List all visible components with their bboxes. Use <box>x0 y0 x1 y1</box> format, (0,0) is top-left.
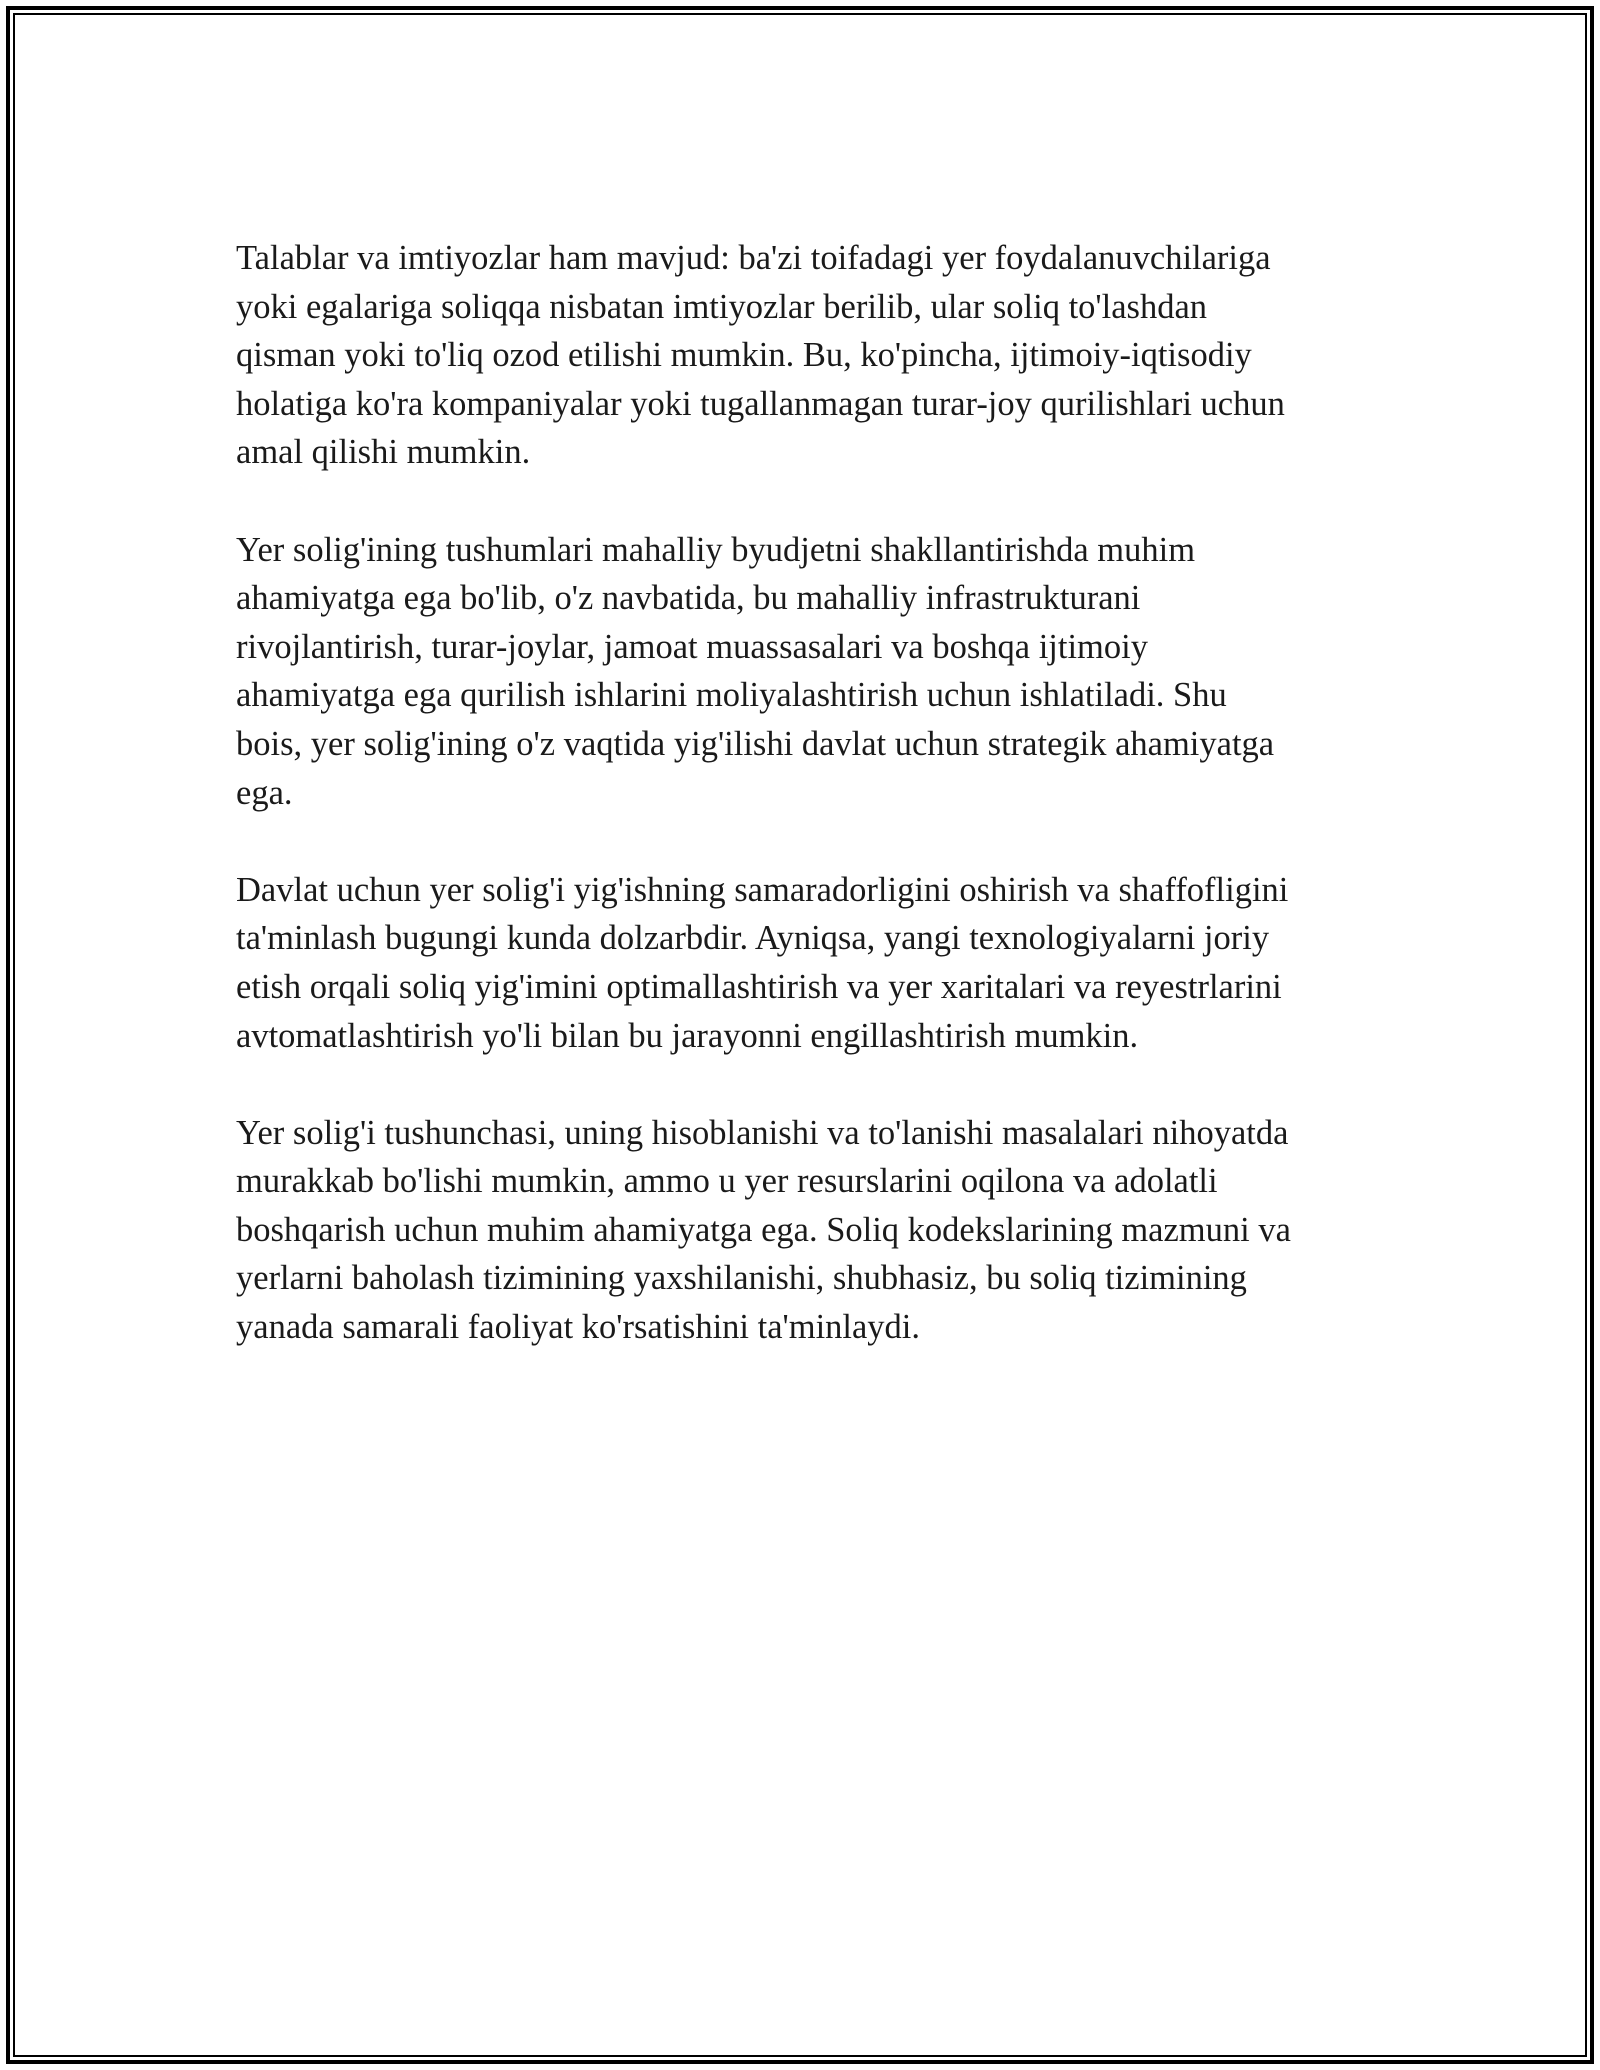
text-line: etish orqali soliq yig'imini optimallashtirish va yer xaritalari va reyestrlarini <box>236 967 1282 1006</box>
text-line: holatiga ko'ra kompaniyalar yoki tugallanmagan turar-joy qurilishlari uchun <box>236 384 1285 423</box>
text-line: Davlat uchun yer solig'i yig'ishning samaradorligini oshirish va shaffofligini <box>236 870 1289 909</box>
text-line: ahamiyatga ega qurilish ishlarini moliyalashtirish uchun ishlatiladi. Shu <box>236 676 1227 715</box>
text-line: avtomatlashtirish yo'li bilan bu jarayonni engillashtirish mumkin. <box>236 1016 1139 1055</box>
text-line: yanada samarali faoliyat ko'rsatishini ta'minlaydi. <box>236 1308 921 1347</box>
text-line: Talablar va imtiyozlar ham mavjud: ba'zi toifadagi yer foydalanuvchilariga <box>236 239 1271 277</box>
paragraph-3 <box>236 866 1366 1060</box>
text-line: qisman yoki to'liq ozod etilishi mumkin. Bu, ko'pincha, ijtimoiy-iqtisodiy <box>236 336 1252 375</box>
text-line: murakkab bo'lishi mumkin, ammo u yer resurslarini oqilona va adolatli <box>236 1162 1218 1201</box>
document-body <box>236 234 1366 1400</box>
text-line: amal qilishi mumkin. <box>236 433 531 472</box>
paragraph-2 <box>236 526 1366 818</box>
text-line: ega. <box>236 773 293 812</box>
text-line: boshqarish uchun muhim ahamiyatga ega. Soliq kodekslarining mazmuni va <box>236 1210 1291 1249</box>
text-line: ta'minlash bugungi kunda dolzarbdir. Ayniqsa, yangi texnologiyalarni joriy <box>236 919 1270 958</box>
text-line: ahamiyatga ega bo'lib, o'z navbatida, bu mahalliy infrastrukturani <box>236 579 1141 618</box>
paragraph-1 <box>236 234 1366 477</box>
paragraph-4 <box>236 1109 1366 1352</box>
text-line: yoki egalariga soliqqa nisbatan imtiyozlar berilib, ular soliq to'lashdan <box>236 287 1208 326</box>
text-line: bois, yer solig'ining o'z vaqtida yig'ilishi davlat uchun strategik ahamiyatga <box>236 724 1275 763</box>
text-line: Yer solig'ining tushumlari mahalliy byudjetni shakllantirishda muhim <box>236 530 1196 569</box>
text-line: rivojlantirish, turar-joylar, jamoat muassasalari va boshqa ijtimoiy <box>236 627 1148 666</box>
text-line: yerlarni baholash tizimining yaxshilanishi, shubhasiz, bu soliq tizimining <box>236 1259 1247 1298</box>
text-line: Yer solig'i tushunchasi, uning hisoblanishi va to'lanishi masalalari nihoyatda <box>236 1113 1289 1152</box>
